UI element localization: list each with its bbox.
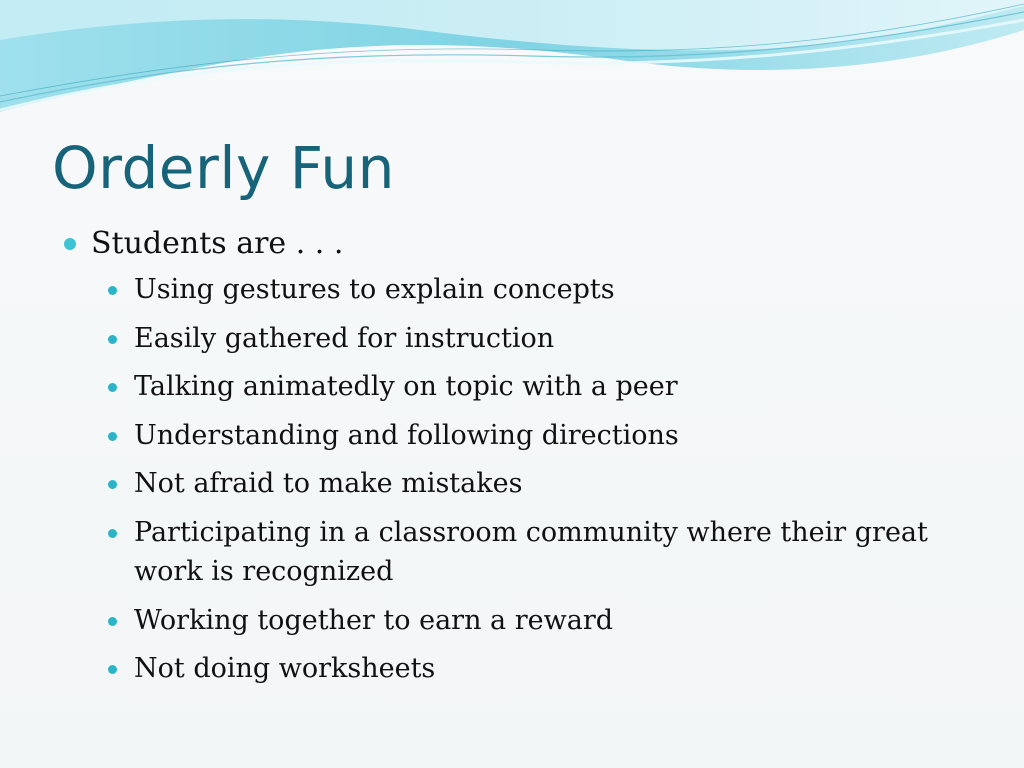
sub-bullet-item: [106, 513, 964, 592]
slide-content: [64, 222, 964, 698]
sub-bullet-text: Talking animatedly on topic with a peer: [134, 371, 678, 402]
sub-bullet-item: [106, 601, 964, 641]
decorative-wave-header: [0, 0, 1024, 130]
bullet-dot-icon: [108, 432, 117, 441]
bullet-dot-icon: [108, 480, 117, 489]
bullet-dot-icon: [108, 617, 117, 626]
sub-bullet-item: [106, 416, 964, 456]
bullet-dot-icon: [108, 665, 117, 674]
bullet-dot-icon: [108, 383, 117, 392]
sub-bullet-text: Understanding and following directions: [134, 419, 679, 451]
bullet-dot-icon: [108, 335, 117, 344]
sub-bullet-text: Working together to earn a reward: [134, 604, 614, 636]
sub-bullet-item: [106, 649, 964, 689]
sub-bullet-text: Not doing worksheets: [134, 653, 436, 684]
sub-bullet-item: [106, 270, 964, 310]
sub-bullet-item: [106, 319, 964, 359]
sub-bullet-text: Using gestures to explain concepts: [134, 274, 615, 305]
bullet-item: [64, 222, 964, 266]
slide-title: Orderly Fun: [52, 134, 395, 202]
bullet-dot-icon: [108, 529, 117, 538]
sub-bullet-text: Not afraid to make mistakes: [134, 468, 523, 499]
bullet-dot-icon: [108, 286, 117, 295]
sub-bullet-list: [64, 270, 964, 689]
sub-bullet-item: [106, 464, 964, 504]
sub-bullet-item: [106, 367, 964, 407]
bullet-dot-icon: [64, 238, 76, 250]
sub-bullet-text: Easily gathered for instruction: [134, 322, 555, 354]
sub-bullet-text: Participating in a classroom community where their great work is recognized: [134, 516, 928, 587]
bullet-text: Students are . . .: [91, 226, 344, 261]
